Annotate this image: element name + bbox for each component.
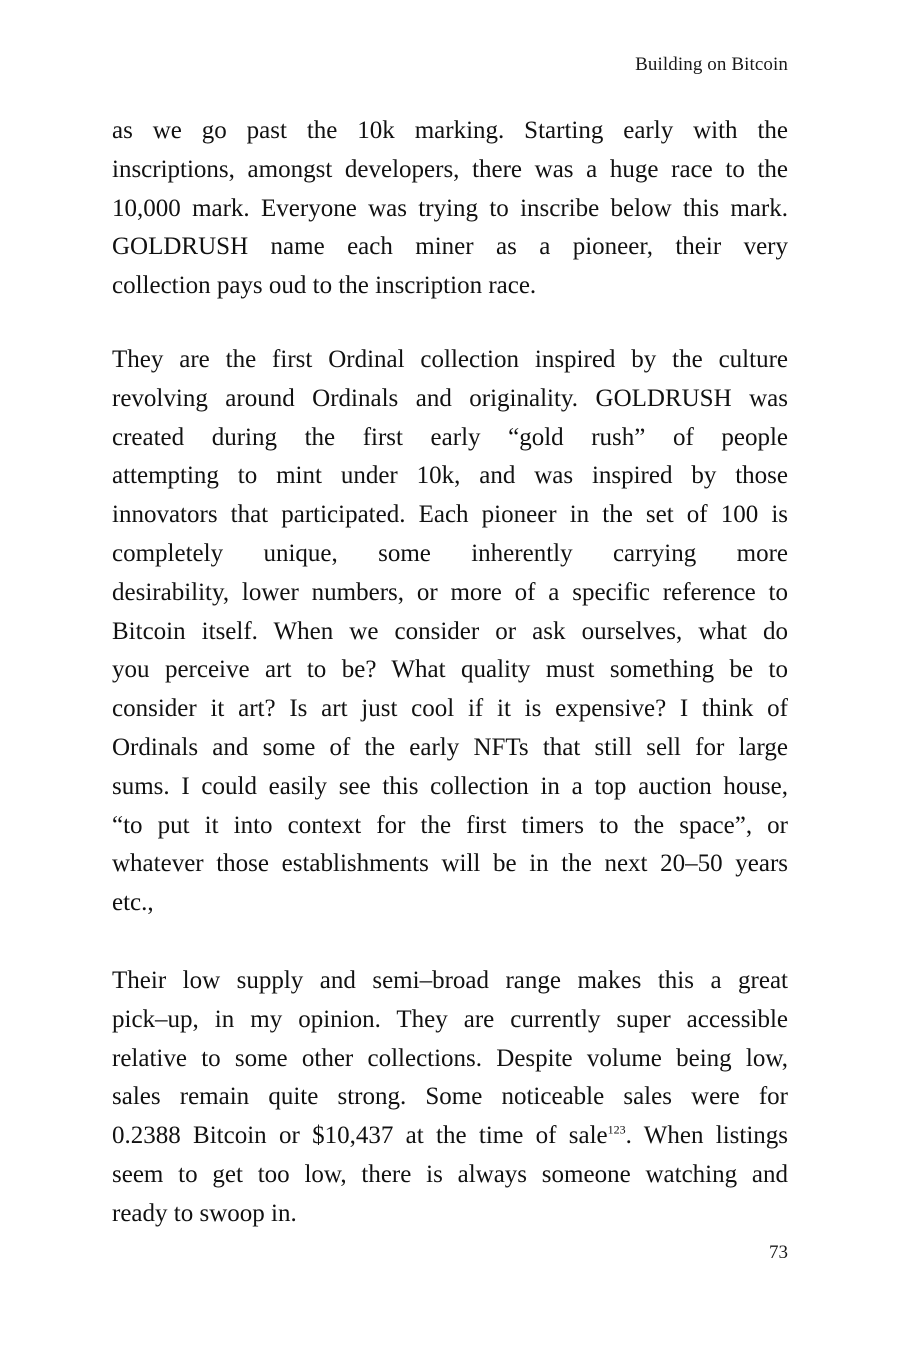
text-line: attempting to mint under 10k, and was inspired by those: [112, 462, 788, 490]
text-line: innovators that participated. Each pioneer in the set of 100 is: [112, 501, 788, 529]
text-line: inscriptions, amongst developers, there was a huge race to the: [112, 155, 788, 183]
text-line: collection pays oud to the inscription race.: [112, 272, 537, 300]
running-header-title: Building on Bitcoin: [635, 54, 788, 75]
text-line: desirability, lower numbers, or more of a specific reference to: [112, 578, 788, 606]
text-line: sums. I could easily see this collection in a top auction house,: [112, 772, 788, 800]
text-line: ready to swoop in.: [112, 1199, 297, 1227]
sale-price-text: 0.2388 Bitcoin or $10,437 at the time of sale: [112, 1122, 608, 1150]
paragraph-2: [112, 341, 788, 923]
text-line: etc.,: [112, 889, 154, 917]
text-line: relative to some other collections. Despite volume being low,: [112, 1044, 788, 1072]
text-line-with-footnote: [112, 1117, 788, 1156]
text-line: Ordinals and some of the early NFTs that still sell for large: [112, 733, 788, 761]
text-line: created during the first early “gold rush” of people: [112, 423, 788, 451]
text-line: completely unique, some inherently carrying more: [112, 539, 788, 567]
footnote-reference[interactable]: 123: [607, 1122, 626, 1137]
text-line: you perceive art to be? What quality must something be to: [112, 656, 788, 684]
text-line: sales remain quite strong. Some noticeable sales were for: [112, 1083, 788, 1111]
text-line: as we go past the 10k marking. Starting early with the: [112, 117, 788, 144]
text-line: seem to get too low, there is always someone watching and: [112, 1160, 788, 1188]
text-line: revolving around Ordinals and originality. GOLDRUSH was: [112, 384, 788, 412]
text-line: Bitcoin itself. When we consider or ask ourselves, what do: [112, 617, 788, 645]
text-line: whatever those establishments will be in the next 20–50 years: [112, 850, 788, 878]
text-line: “to put it into context for the first timers to the space”, or: [112, 811, 788, 839]
text-line: 10,000 mark. Everyone was trying to inscribe below this mark.: [112, 194, 788, 222]
paragraph-1: [112, 112, 788, 306]
text-line: Their low supply and semi–broad range makes this a great: [112, 967, 788, 994]
text-continuation: . When listings: [625, 1122, 788, 1150]
text-line: They are the first Ordinal collection inspired by the culture: [112, 346, 788, 373]
text-line: consider it art? Is art just cool if it is expensive? I think of: [112, 695, 788, 723]
text-line: GOLDRUSH name each miner as a pioneer, their very: [112, 233, 788, 261]
page-number: 73: [769, 1242, 788, 1263]
paragraph-3: [112, 962, 788, 1234]
text-line: pick–up, in my opinion. They are currently super accessible: [112, 1005, 788, 1033]
